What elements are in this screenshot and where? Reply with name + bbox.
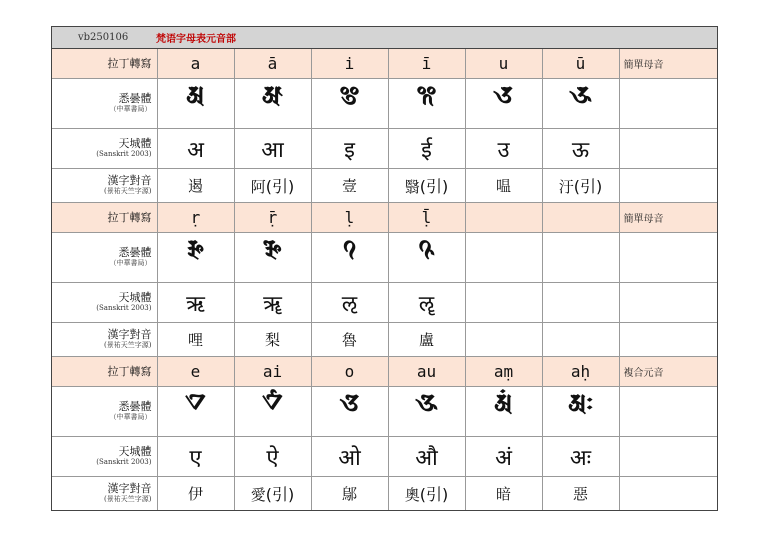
siddham-cell bbox=[157, 387, 234, 437]
category-cell: 複合元音 bbox=[619, 357, 717, 387]
hanzi-char: 魯 bbox=[341, 331, 357, 349]
latin-cell bbox=[388, 357, 465, 387]
row-label-main: 天城體 bbox=[118, 291, 152, 304]
latin-glyph: e bbox=[190, 362, 201, 381]
siddham-cell bbox=[542, 387, 619, 437]
siddham-glyph: 𑖀 bbox=[186, 80, 205, 109]
devanagari-cell bbox=[234, 283, 311, 323]
siddham-cell bbox=[311, 79, 388, 129]
category-cell bbox=[619, 129, 717, 169]
devanagari-glyph: ई bbox=[421, 137, 432, 163]
latin-cell bbox=[388, 49, 465, 79]
devanagari-cell bbox=[234, 129, 311, 169]
devanagari-cell bbox=[311, 129, 388, 169]
latin-cell bbox=[234, 49, 311, 79]
row-label-main: 漢字對音 bbox=[107, 174, 152, 187]
hanzi-note: (引) bbox=[265, 485, 295, 504]
row-label-sub: (景祐天竺字源) bbox=[104, 341, 152, 349]
row-label-siddham bbox=[52, 233, 157, 283]
hanzi-note: (引) bbox=[265, 177, 295, 196]
row-label-main: 天城體 bbox=[118, 137, 152, 150]
row-label-siddham bbox=[52, 79, 157, 129]
devanagari-cell bbox=[542, 283, 619, 323]
doc-code: vb250106 bbox=[78, 32, 129, 43]
row-label-devanagari bbox=[52, 283, 157, 323]
siddham-glyph: 𑖆 bbox=[187, 234, 204, 263]
siddham-glyph: 𑖌 bbox=[339, 388, 360, 417]
hanzi-cell bbox=[388, 323, 465, 357]
siddham-cell bbox=[542, 79, 619, 129]
latin-cell bbox=[465, 49, 542, 79]
row-label-sub: (景祐天竺字源) bbox=[104, 187, 152, 195]
hanzi-cell bbox=[542, 323, 619, 357]
latin-glyph: ā bbox=[267, 54, 278, 73]
devanagari-glyph: अ bbox=[187, 137, 204, 163]
row-hanzi-group-1 bbox=[52, 169, 717, 203]
row-label-sub: (Sanskrit 2003) bbox=[96, 458, 152, 466]
row-label-sub: (景祐天竺字源) bbox=[104, 495, 152, 503]
hanzi-cell bbox=[157, 477, 234, 511]
row-label-hanzi bbox=[52, 169, 157, 203]
hanzi-char: 哩 bbox=[187, 331, 203, 349]
devanagari-glyph: अः bbox=[569, 445, 592, 471]
siddham-glyph: 𑖅 bbox=[569, 80, 592, 109]
devanagari-cell bbox=[542, 129, 619, 169]
row-label-sub: （中華書局） bbox=[109, 105, 152, 113]
row-siddham-group-3 bbox=[52, 387, 717, 437]
siddham-glyph: 𑖃 bbox=[416, 80, 437, 109]
siddham-glyph: 𑖀𑖾 bbox=[568, 388, 593, 417]
row-label-main: 拉丁轉寫 bbox=[107, 210, 152, 224]
latin-glyph: i bbox=[344, 54, 355, 73]
hanzi-char: 伊 bbox=[187, 485, 203, 503]
siddham-cell bbox=[465, 387, 542, 437]
latin-glyph: ḹ bbox=[421, 208, 432, 227]
row-label-latin bbox=[52, 49, 157, 79]
siddham-glyph: 𑖉 bbox=[418, 234, 435, 263]
devanagari-cell bbox=[157, 129, 234, 169]
hanzi-char: 鄔 bbox=[341, 485, 357, 503]
hanzi-cell bbox=[234, 323, 311, 357]
latin-glyph: u bbox=[498, 54, 509, 73]
row-latin-group-2 bbox=[52, 203, 717, 233]
hanzi-char: 嗢 bbox=[495, 177, 511, 195]
devanagari-cell bbox=[465, 283, 542, 323]
row-label-devanagari bbox=[52, 437, 157, 477]
devanagari-cell bbox=[388, 283, 465, 323]
row-label-sub: （中華書局） bbox=[109, 413, 152, 421]
hanzi-char: 汙 bbox=[558, 178, 574, 196]
siddham-cell bbox=[311, 233, 388, 283]
hanzi-cell bbox=[465, 323, 542, 357]
siddham-cell bbox=[465, 79, 542, 129]
category-cell bbox=[619, 169, 717, 203]
latin-cell bbox=[157, 203, 234, 233]
row-siddham-group-1 bbox=[52, 79, 717, 129]
hanzi-char: 暗 bbox=[495, 485, 511, 503]
row-label-sub: (Sanskrit 2003) bbox=[96, 150, 152, 158]
hanzi-cell bbox=[157, 323, 234, 357]
siddham-glyph: 𑖍 bbox=[415, 388, 438, 417]
doc-title: 梵语字母表元音部 bbox=[156, 34, 236, 45]
siddham-glyph: 𑖁 bbox=[262, 80, 283, 109]
devanagari-glyph: औ bbox=[415, 445, 438, 471]
row-label-main: 天城體 bbox=[118, 445, 152, 458]
devanagari-glyph: ॡ bbox=[418, 291, 435, 317]
category-cell bbox=[619, 233, 717, 283]
row-label-main: 悉曇體 bbox=[118, 400, 152, 413]
latin-glyph: a bbox=[190, 54, 201, 73]
vowel-chart-sheet bbox=[51, 26, 718, 511]
hanzi-char: 阿 bbox=[250, 178, 266, 196]
devanagari-glyph: ॠ bbox=[263, 291, 282, 317]
latin-glyph: ṛ bbox=[190, 208, 201, 227]
latin-cell bbox=[157, 49, 234, 79]
devanagari-cell bbox=[234, 437, 311, 477]
siddham-cell bbox=[311, 387, 388, 437]
row-label-hanzi bbox=[52, 477, 157, 511]
hanzi-note: (引) bbox=[419, 485, 449, 504]
siddham-glyph: 𑖇 bbox=[263, 234, 282, 263]
row-label-hanzi bbox=[52, 323, 157, 357]
devanagari-glyph: ऐ bbox=[266, 445, 279, 471]
devanagari-glyph: उ bbox=[497, 137, 510, 163]
siddham-cell bbox=[157, 233, 234, 283]
siddham-cell bbox=[388, 387, 465, 437]
latin-cell bbox=[542, 49, 619, 79]
row-label-devanagari bbox=[52, 129, 157, 169]
latin-cell bbox=[157, 357, 234, 387]
latin-cell bbox=[388, 203, 465, 233]
hanzi-cell bbox=[542, 477, 619, 511]
latin-glyph: ū bbox=[575, 54, 586, 73]
siddham-glyph: 𑖈 bbox=[342, 234, 357, 263]
devanagari-cell bbox=[311, 437, 388, 477]
row-label-sub: (Sanskrit 2003) bbox=[96, 304, 152, 312]
devanagari-cell bbox=[388, 437, 465, 477]
siddham-cell bbox=[388, 79, 465, 129]
row-siddham-group-2 bbox=[52, 233, 717, 283]
hanzi-char: 翳 bbox=[404, 178, 420, 196]
devanagari-cell bbox=[157, 283, 234, 323]
hanzi-cell bbox=[465, 169, 542, 203]
siddham-glyph: 𑖋 bbox=[262, 388, 283, 417]
hanzi-cell bbox=[234, 169, 311, 203]
siddham-cell bbox=[234, 233, 311, 283]
latin-glyph: aṃ bbox=[493, 362, 514, 381]
latin-glyph: aḥ bbox=[570, 362, 591, 381]
hanzi-char: 奧 bbox=[404, 486, 420, 504]
row-label-sub: （中華書局） bbox=[109, 259, 152, 267]
latin-glyph: o bbox=[344, 362, 355, 381]
row-hanzi-group-3 bbox=[52, 477, 717, 511]
vowel-table-body bbox=[52, 49, 717, 510]
row-latin-group-1 bbox=[52, 49, 717, 79]
title-bar bbox=[52, 27, 717, 49]
devanagari-glyph: अं bbox=[495, 445, 512, 471]
category-cell: 簡單母音 bbox=[619, 203, 717, 233]
row-label-main: 漢字對音 bbox=[107, 482, 152, 495]
category-cell bbox=[619, 437, 717, 477]
row-label-main: 悉曇體 bbox=[118, 246, 152, 259]
row-latin-group-3 bbox=[52, 357, 717, 387]
latin-glyph: ī bbox=[421, 54, 432, 73]
latin-cell bbox=[465, 357, 542, 387]
latin-cell bbox=[465, 203, 542, 233]
siddham-cell bbox=[234, 79, 311, 129]
row-label-main: 拉丁轉寫 bbox=[107, 56, 152, 70]
category-cell bbox=[619, 283, 717, 323]
devanagari-glyph: ओ bbox=[338, 445, 361, 471]
row-label-main: 漢字對音 bbox=[107, 328, 152, 341]
latin-cell bbox=[311, 357, 388, 387]
hanzi-cell bbox=[234, 477, 311, 511]
hanzi-char: 壹 bbox=[341, 177, 357, 195]
hanzi-char: 惡 bbox=[572, 485, 588, 503]
devanagari-cell bbox=[542, 437, 619, 477]
hanzi-char: 盧 bbox=[418, 331, 434, 349]
siddham-glyph: 𑖀𑖽 bbox=[494, 388, 513, 417]
vowel-table bbox=[52, 49, 717, 510]
hanzi-cell bbox=[311, 477, 388, 511]
latin-cell bbox=[234, 203, 311, 233]
siddham-cell bbox=[542, 233, 619, 283]
devanagari-cell bbox=[465, 129, 542, 169]
row-label-latin bbox=[52, 357, 157, 387]
hanzi-cell bbox=[388, 477, 465, 511]
row-label-latin bbox=[52, 203, 157, 233]
hanzi-cell bbox=[311, 169, 388, 203]
siddham-cell bbox=[157, 79, 234, 129]
row-label-siddham bbox=[52, 387, 157, 437]
devanagari-glyph: आ bbox=[261, 137, 284, 163]
row-devanagari-group-2 bbox=[52, 283, 717, 323]
hanzi-cell bbox=[388, 169, 465, 203]
latin-glyph: ai bbox=[262, 362, 283, 381]
category-cell bbox=[619, 477, 717, 511]
devanagari-glyph: ए bbox=[189, 445, 202, 471]
latin-glyph: ṝ bbox=[267, 208, 278, 227]
devanagari-glyph: ऋ bbox=[186, 291, 205, 317]
row-devanagari-group-1 bbox=[52, 129, 717, 169]
category-cell bbox=[619, 79, 717, 129]
category-cell bbox=[619, 323, 717, 357]
category-cell bbox=[619, 387, 717, 437]
row-label-main: 拉丁轉寫 bbox=[107, 364, 152, 378]
hanzi-note: (引) bbox=[573, 177, 603, 196]
siddham-glyph: 𑖊 bbox=[185, 388, 206, 417]
latin-cell bbox=[542, 203, 619, 233]
hanzi-char: 遏 bbox=[187, 177, 203, 195]
siddham-glyph: 𑖄 bbox=[493, 80, 514, 109]
hanzi-cell bbox=[311, 323, 388, 357]
row-label-main: 悉曇體 bbox=[118, 92, 152, 105]
devanagari-glyph: इ bbox=[344, 137, 355, 163]
siddham-glyph: 𑖂 bbox=[339, 80, 360, 109]
devanagari-cell bbox=[157, 437, 234, 477]
devanagari-cell bbox=[465, 437, 542, 477]
hanzi-cell bbox=[157, 169, 234, 203]
devanagari-cell bbox=[311, 283, 388, 323]
hanzi-char: 梨 bbox=[264, 331, 280, 349]
row-hanzi-group-2 bbox=[52, 323, 717, 357]
devanagari-glyph: ऌ bbox=[341, 291, 358, 317]
latin-cell bbox=[542, 357, 619, 387]
siddham-cell bbox=[388, 233, 465, 283]
latin-cell bbox=[311, 49, 388, 79]
devanagari-glyph: ऊ bbox=[571, 137, 590, 163]
latin-glyph: au bbox=[416, 362, 437, 381]
siddham-cell bbox=[465, 233, 542, 283]
hanzi-cell bbox=[465, 477, 542, 511]
hanzi-char: 愛 bbox=[250, 486, 266, 504]
hanzi-note: (引) bbox=[419, 177, 449, 196]
row-devanagari-group-3 bbox=[52, 437, 717, 477]
latin-cell bbox=[234, 357, 311, 387]
siddham-cell bbox=[234, 387, 311, 437]
latin-cell bbox=[311, 203, 388, 233]
hanzi-cell bbox=[542, 169, 619, 203]
latin-glyph: ḷ bbox=[344, 208, 355, 227]
category-cell: 簡單母音 bbox=[619, 49, 717, 79]
devanagari-cell bbox=[388, 129, 465, 169]
